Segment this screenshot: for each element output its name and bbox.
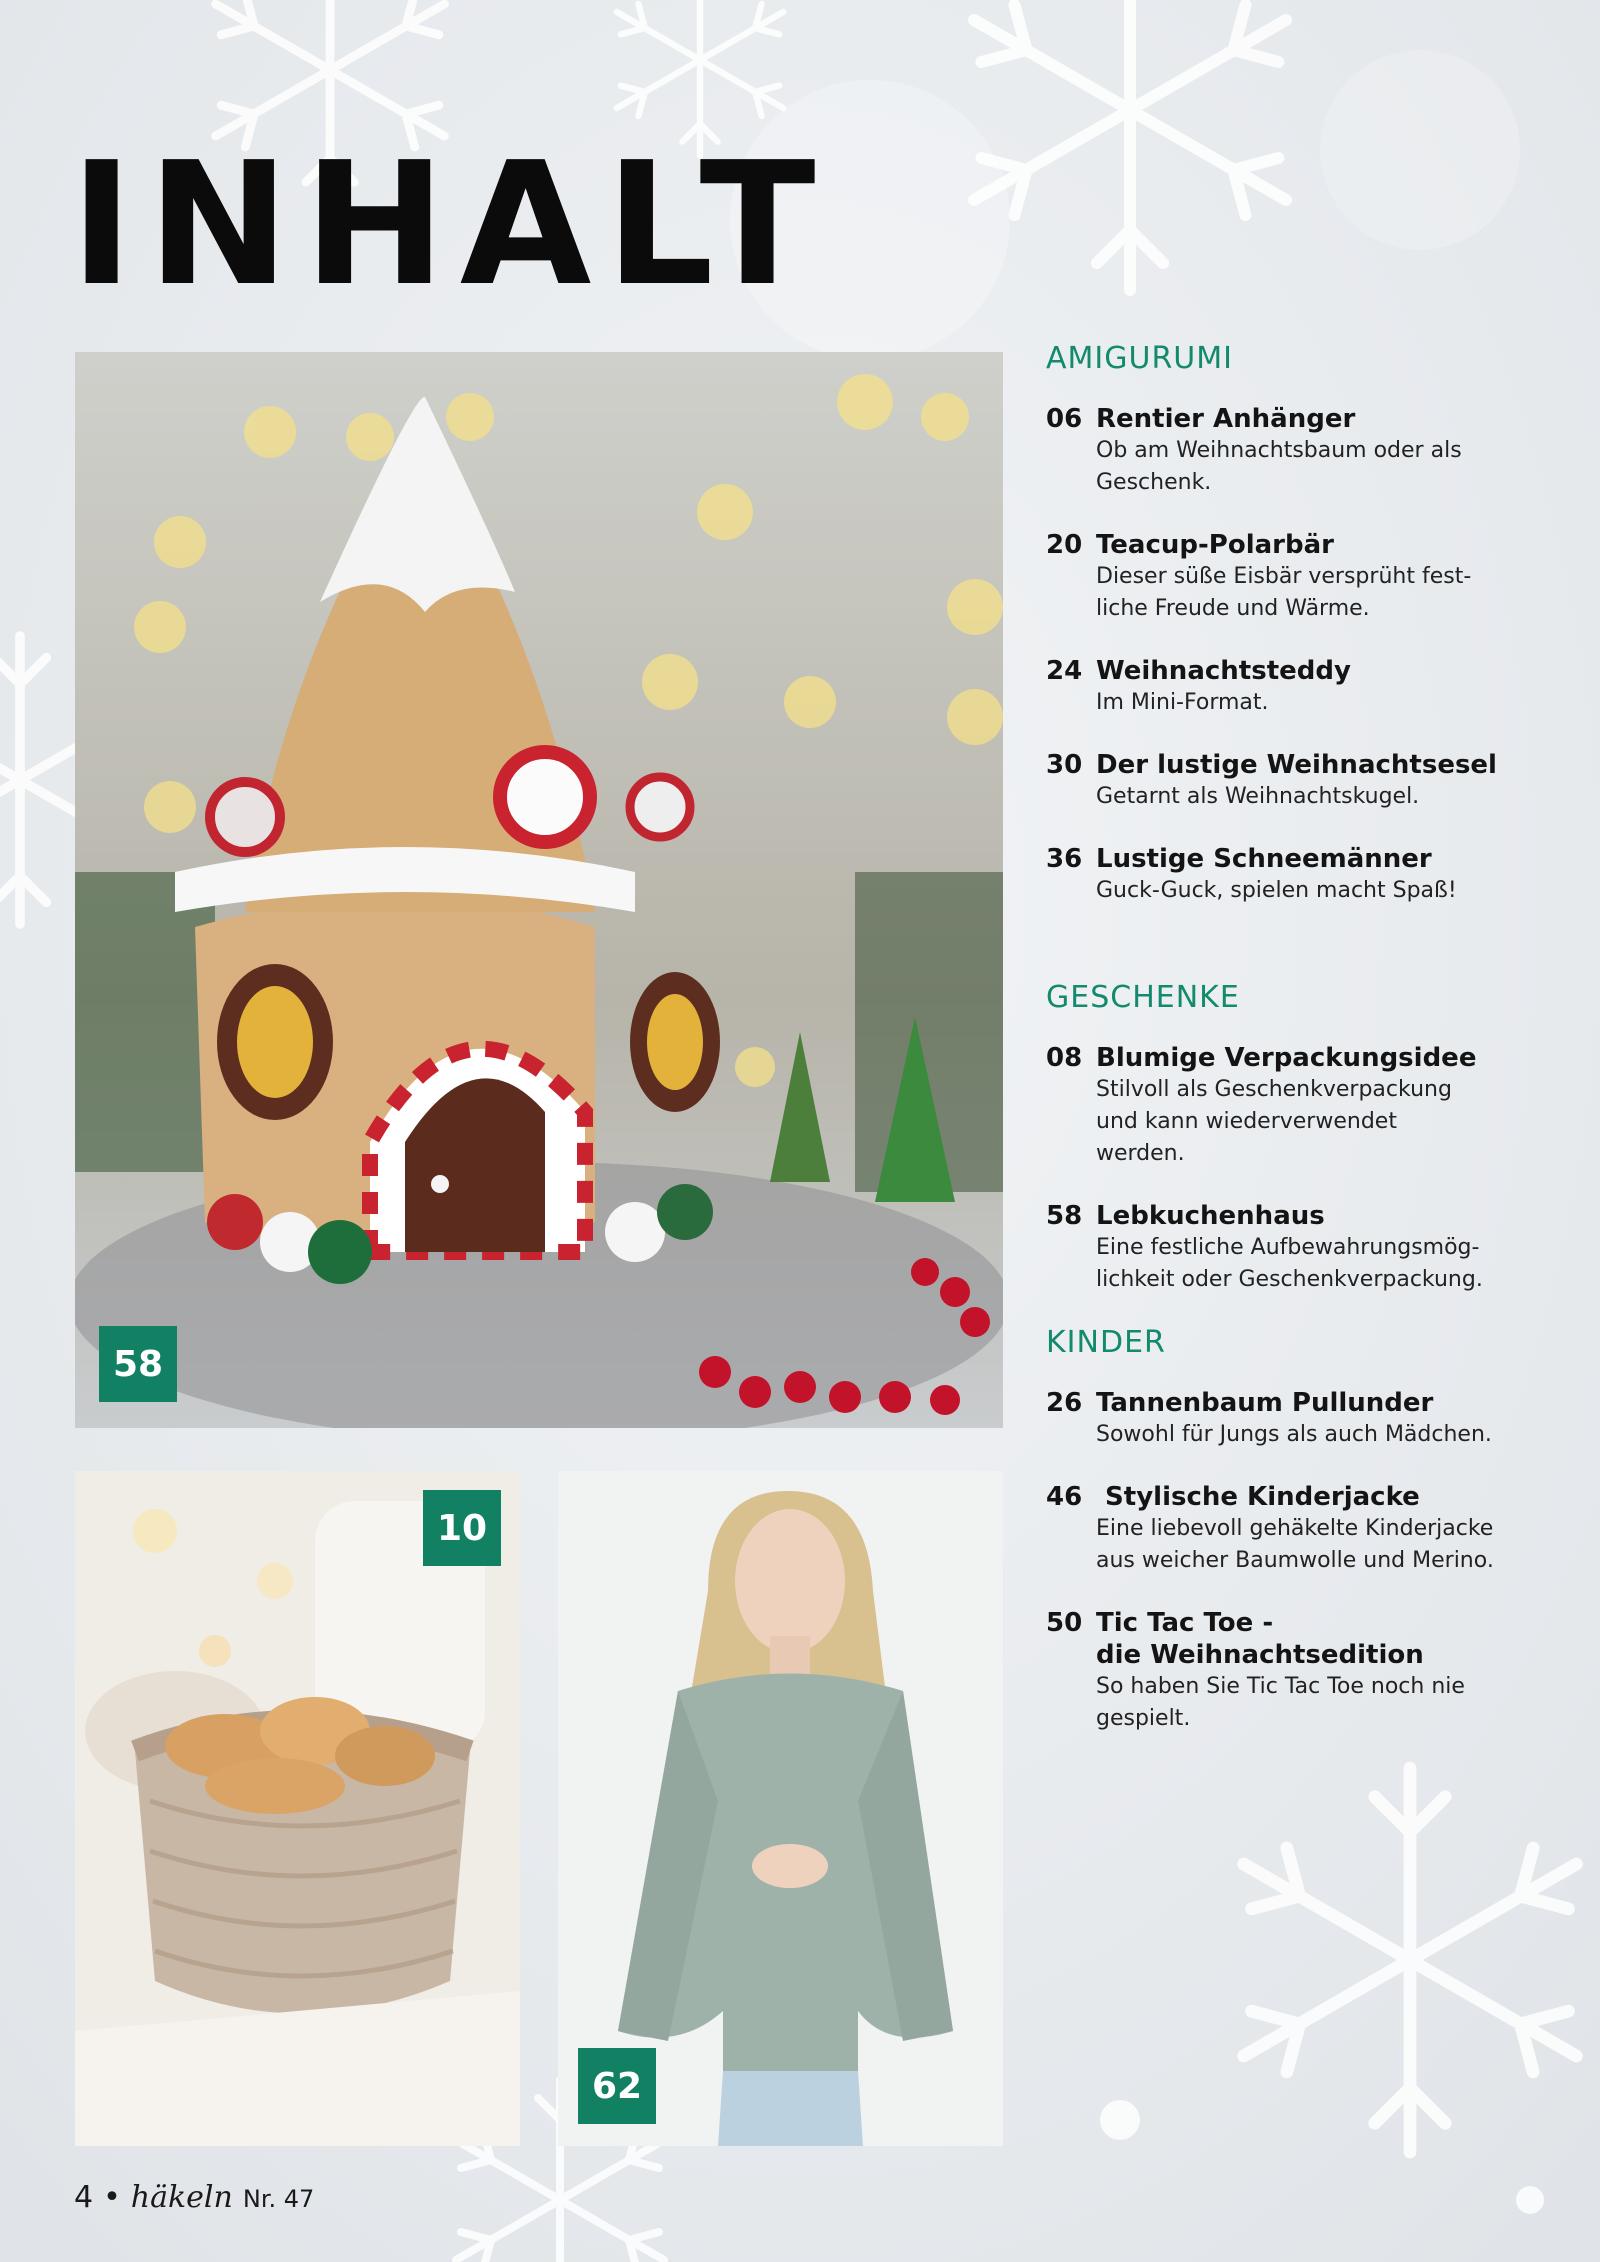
sweater-photo[interactable] [558, 1471, 1003, 2146]
footer-page-number: 4 [74, 2180, 94, 2215]
toc-entry-description: Im Mini-Format. [1096, 690, 1269, 715]
toc-entry[interactable] [1046, 403, 1566, 499]
toc-entry[interactable] [1046, 1200, 1566, 1296]
toc-entry-title-line2: die Weihnachtsedition [1096, 1640, 1424, 1670]
toc-entry-title: Rentier Anhänger [1096, 404, 1356, 434]
page-badge-58[interactable]: 58 [99, 1326, 177, 1402]
toc-entry-title: Lustige Schneemänner [1096, 844, 1432, 874]
toc-entry-title: Stylische Kinderjacke [1096, 1482, 1420, 1512]
toc-entry-description: Eine liebevoll gehäkelte Kinderjacke [1096, 1516, 1494, 1541]
page-footer [74, 2180, 314, 2215]
toc-entry-description: So haben Sie Tic Tac Toe noch nie [1096, 1674, 1465, 1699]
toc-page-number: 24 [1046, 656, 1083, 686]
toc-entry-description: Eine festliche Aufbewahrungsmög- [1096, 1235, 1480, 1260]
bread-basket-photo[interactable] [75, 1471, 520, 2146]
gingerbread-house-photo[interactable] [75, 352, 1003, 1428]
toc-entry-title: Blumige Verpackungsidee [1096, 1043, 1477, 1073]
toc-page-number: 20 [1046, 530, 1083, 560]
toc-entry-title: Weihnachtsteddy [1096, 656, 1351, 686]
footer-bullet: • [103, 2180, 121, 2215]
toc-entry-title: Der lustige Weihnachtsesel [1096, 750, 1497, 780]
toc-page-number: 46 [1046, 1482, 1083, 1512]
toc-entry[interactable] [1046, 529, 1566, 625]
toc-page-number: 58 [1046, 1201, 1083, 1231]
toc-entry-description: Getarnt als Weihnachtskugel. [1096, 784, 1420, 809]
toc-entry[interactable] [1046, 1607, 1566, 1735]
toc-entry-description: liche Freude und Wärme. [1096, 596, 1370, 621]
toc-entry-description: Dieser süße Eisbär versprüht fest- [1096, 564, 1472, 589]
page-title: INHALT [70, 126, 830, 324]
table-of-contents [1046, 342, 1566, 1765]
toc-page-number: 36 [1046, 844, 1083, 874]
toc-entry-description: und kann wiederverwendet [1096, 1109, 1397, 1134]
toc-entry-description: Sowohl für Jungs als auch Mädchen. [1096, 1422, 1492, 1447]
page-badge-62[interactable]: 62 [578, 2048, 656, 2124]
toc-entry-description: aus weicher Baumwolle und Merino. [1096, 1548, 1494, 1573]
footer-issue: Nr. 47 [242, 2185, 315, 2213]
toc-entry-description: Guck-Guck, spielen macht Spaß! [1096, 878, 1457, 903]
toc-entry[interactable] [1046, 1481, 1566, 1577]
toc-entry-description: gespielt. [1096, 1706, 1191, 1731]
toc-entry-description: lichkeit oder Geschenkverpackung. [1096, 1267, 1483, 1292]
toc-entry[interactable] [1046, 843, 1566, 907]
footer-brand: häkeln [130, 2180, 233, 2215]
toc-entry[interactable] [1046, 655, 1566, 719]
toc-entry-description: Ob am Weihnachtsbaum oder als [1096, 438, 1462, 463]
toc-entry[interactable] [1046, 749, 1566, 813]
toc-entry-title: Teacup-Polarbär [1096, 530, 1334, 560]
toc-entry[interactable] [1046, 1387, 1566, 1451]
section-heading-amigurumi: AMIGURUMI [1046, 341, 1233, 376]
toc-entry-description: Geschenk. [1096, 470, 1212, 495]
toc-entry-title: Lebkuchenhaus [1096, 1201, 1325, 1231]
page-badge-10[interactable]: 10 [423, 1490, 501, 1566]
toc-page-number: 26 [1046, 1388, 1083, 1418]
section-heading-geschenke: GESCHENKE [1046, 980, 1240, 1015]
toc-entry-description: Stilvoll als Geschenkverpackung [1096, 1077, 1452, 1102]
toc-page-number: 06 [1046, 404, 1083, 434]
toc-entry-title: Tic Tac Toe - [1096, 1608, 1274, 1638]
toc-page-number: 30 [1046, 750, 1083, 780]
toc-page-number: 08 [1046, 1043, 1083, 1073]
section-heading-kinder: KINDER [1046, 1325, 1166, 1360]
toc-page-number: 50 [1046, 1608, 1083, 1638]
toc-entry-title: Tannenbaum Pullunder [1096, 1388, 1434, 1418]
toc-entry[interactable] [1046, 1042, 1566, 1170]
toc-entry-description: werden. [1096, 1141, 1185, 1166]
